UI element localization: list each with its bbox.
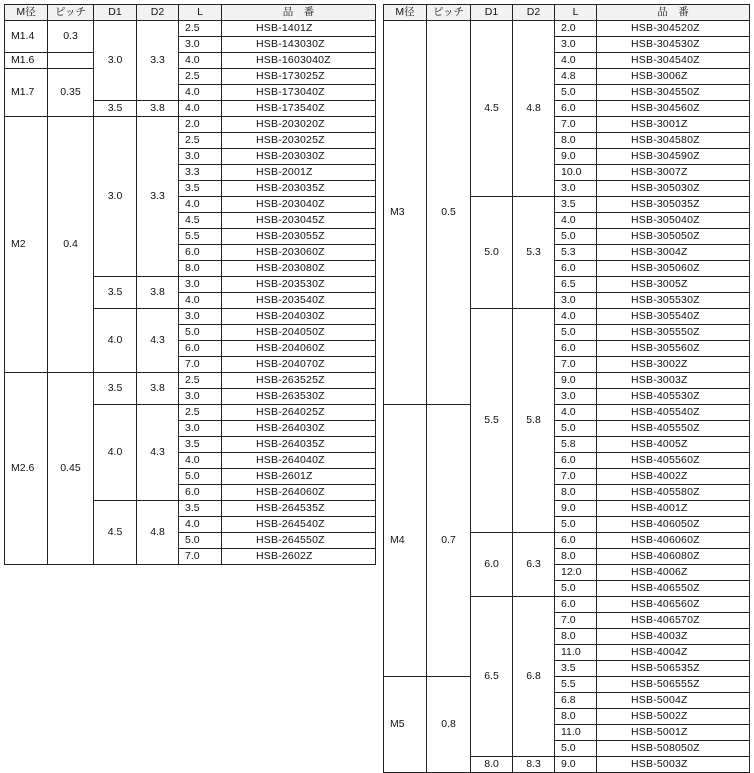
d1-cell: 4.0 (94, 405, 137, 501)
length-cell: 9.0 (555, 149, 597, 165)
length-cell: 9.0 (555, 757, 597, 773)
part-number-cell: HSB-304590Z (597, 149, 750, 165)
part-number-cell: HSB-203030Z (222, 149, 376, 165)
pitch-cell: 0.45 (48, 373, 94, 565)
part-number-cell: HSB-264535Z (222, 501, 376, 517)
length-cell: 3.0 (555, 37, 597, 53)
length-cell: 3.5 (179, 181, 222, 197)
part-number-cell: HSB-143030Z (222, 37, 376, 53)
d1-cell: 6.0 (471, 533, 513, 597)
part-number-cell: HSB-405580Z (597, 485, 750, 501)
length-cell: 4.0 (179, 85, 222, 101)
length-cell: 7.0 (555, 469, 597, 485)
part-number-cell: HSB-5004Z (597, 693, 750, 709)
m-size-cell: M4 (384, 405, 427, 677)
table-row (384, 405, 750, 421)
pitch-cell: 0.4 (48, 117, 94, 373)
header-length: L (555, 5, 597, 21)
length-cell: 3.5 (555, 197, 597, 213)
part-number-cell: HSB-4003Z (597, 629, 750, 645)
part-number-cell: HSB-405540Z (597, 405, 750, 421)
table-row (384, 677, 750, 693)
part-number-cell: HSB-3002Z (597, 357, 750, 373)
length-cell: 4.0 (179, 517, 222, 533)
pitch-cell: 0.35 (48, 69, 94, 117)
part-number-cell: HSB-2001Z (222, 165, 376, 181)
length-cell: 4.8 (555, 69, 597, 85)
length-cell: 5.8 (555, 437, 597, 453)
length-cell: 4.0 (179, 293, 222, 309)
header-pitch: ピッチ (48, 5, 94, 21)
part-number-cell: HSB-406550Z (597, 581, 750, 597)
part-number-cell: HSB-264540Z (222, 517, 376, 533)
part-number-cell: HSB-204030Z (222, 309, 376, 325)
length-cell: 3.0 (179, 277, 222, 293)
part-number-cell: HSB-406570Z (597, 613, 750, 629)
m-size-cell: M1.7 (5, 69, 48, 117)
length-cell: 7.0 (555, 357, 597, 373)
part-number-cell: HSB-203080Z (222, 261, 376, 277)
length-cell: 2.5 (179, 69, 222, 85)
length-cell: 5.0 (555, 581, 597, 597)
part-number-cell: HSB-203020Z (222, 117, 376, 133)
d1-cell: 3.5 (94, 373, 137, 405)
part-number-cell: HSB-304530Z (597, 37, 750, 53)
d2-cell: 3.8 (137, 101, 179, 117)
part-number-cell: HSB-264040Z (222, 453, 376, 469)
part-number-cell: HSB-405560Z (597, 453, 750, 469)
part-number-cell: HSB-1401Z (222, 21, 376, 37)
part-number-cell: HSB-406560Z (597, 597, 750, 613)
part-number-cell: HSB-203055Z (222, 229, 376, 245)
length-cell: 4.0 (555, 53, 597, 69)
part-number-cell: HSB-5003Z (597, 757, 750, 773)
length-cell: 3.5 (179, 501, 222, 517)
part-number-cell: HSB-3003Z (597, 373, 750, 389)
length-cell: 9.0 (555, 373, 597, 389)
part-number-cell: HSB-203035Z (222, 181, 376, 197)
part-number-cell: HSB-406080Z (597, 549, 750, 565)
part-number-cell: HSB-304550Z (597, 85, 750, 101)
part-number-cell: HSB-304520Z (597, 21, 750, 37)
length-cell: 2.5 (179, 405, 222, 421)
length-cell: 3.0 (555, 389, 597, 405)
part-number-cell: HSB-204050Z (222, 325, 376, 341)
right-spec-table (383, 4, 750, 773)
length-cell: 3.5 (179, 437, 222, 453)
length-cell: 3.0 (179, 389, 222, 405)
part-number-cell: HSB-264550Z (222, 533, 376, 549)
length-cell: 12.0 (555, 565, 597, 581)
length-cell: 3.3 (179, 165, 222, 181)
length-cell: 8.0 (555, 485, 597, 501)
d1-cell: 5.0 (471, 197, 513, 309)
d1-cell: 3.0 (94, 117, 137, 277)
length-cell: 5.0 (555, 229, 597, 245)
part-number-cell: HSB-263525Z (222, 373, 376, 389)
m-size-cell: M5 (384, 677, 427, 773)
length-cell: 2.5 (179, 133, 222, 149)
d1-cell: 8.0 (471, 757, 513, 773)
part-number-cell: HSB-204070Z (222, 357, 376, 373)
part-number-cell: HSB-305030Z (597, 181, 750, 197)
length-cell: 4.0 (555, 405, 597, 421)
length-cell: 6.8 (555, 693, 597, 709)
d2-cell: 4.3 (137, 309, 179, 373)
m-size-cell: M3 (384, 21, 427, 405)
length-cell: 11.0 (555, 645, 597, 661)
m-size-cell: M2.6 (5, 373, 48, 565)
length-cell: 10.0 (555, 165, 597, 181)
part-number-cell: HSB-305560Z (597, 341, 750, 357)
length-cell: 3.0 (555, 181, 597, 197)
part-number-cell: HSB-3005Z (597, 277, 750, 293)
left-spec-table (4, 4, 376, 565)
length-cell: 5.0 (555, 421, 597, 437)
part-number-cell: HSB-264060Z (222, 485, 376, 501)
length-cell: 5.3 (555, 245, 597, 261)
d2-cell: 4.8 (137, 501, 179, 565)
pitch-cell: 0.5 (427, 21, 471, 405)
length-cell: 6.0 (179, 245, 222, 261)
length-cell: 5.0 (179, 325, 222, 341)
part-number-cell: HSB-305060Z (597, 261, 750, 277)
length-cell: 6.0 (179, 341, 222, 357)
part-number-cell: HSB-203060Z (222, 245, 376, 261)
header-d1: D1 (471, 5, 513, 21)
part-number-cell: HSB-5002Z (597, 709, 750, 725)
d1-cell: 3.5 (94, 277, 137, 309)
d2-cell: 4.8 (513, 21, 555, 197)
m-size-cell: M2 (5, 117, 48, 373)
length-cell: 4.5 (179, 213, 222, 229)
part-number-cell: HSB-305035Z (597, 197, 750, 213)
part-number-cell: HSB-4005Z (597, 437, 750, 453)
part-number-cell: HSB-304580Z (597, 133, 750, 149)
part-number-cell: HSB-5001Z (597, 725, 750, 741)
length-cell: 3.0 (179, 37, 222, 53)
length-cell: 4.0 (179, 53, 222, 69)
d2-cell: 3.3 (137, 21, 179, 101)
length-cell: 5.0 (555, 325, 597, 341)
length-cell: 8.0 (555, 629, 597, 645)
part-number-cell: HSB-506535Z (597, 661, 750, 677)
length-cell: 7.0 (555, 117, 597, 133)
length-cell: 6.0 (555, 101, 597, 117)
length-cell: 2.5 (179, 21, 222, 37)
d2-cell: 5.3 (513, 197, 555, 309)
length-cell: 5.0 (555, 517, 597, 533)
d1-cell: 6.5 (471, 597, 513, 757)
length-cell: 3.0 (179, 149, 222, 165)
length-cell: 8.0 (555, 133, 597, 149)
length-cell: 3.5 (555, 661, 597, 677)
part-number-cell: HSB-203040Z (222, 197, 376, 213)
part-number-cell: HSB-173025Z (222, 69, 376, 85)
header-part-number: 品 番 (222, 5, 376, 21)
part-number-cell: HSB-203530Z (222, 277, 376, 293)
header-length: L (179, 5, 222, 21)
length-cell: 3.0 (179, 421, 222, 437)
length-cell: 3.0 (555, 293, 597, 309)
part-number-cell: HSB-305540Z (597, 309, 750, 325)
pitch-cell: 0.3 (48, 21, 94, 53)
d2-cell: 3.3 (137, 117, 179, 277)
table-row (384, 21, 750, 37)
part-number-cell: HSB-305550Z (597, 325, 750, 341)
part-number-cell: HSB-2601Z (222, 469, 376, 485)
length-cell: 3.0 (179, 309, 222, 325)
length-cell: 6.0 (555, 533, 597, 549)
length-cell: 2.0 (179, 117, 222, 133)
part-number-cell: HSB-203540Z (222, 293, 376, 309)
table-row (5, 69, 376, 85)
m-size-cell: M1.4 (5, 21, 48, 53)
length-cell: 4.0 (179, 453, 222, 469)
length-cell: 8.0 (555, 549, 597, 565)
length-cell: 6.0 (179, 485, 222, 501)
d2-cell: 6.3 (513, 533, 555, 597)
d1-cell: 3.0 (94, 21, 137, 101)
table-row (5, 373, 376, 389)
part-number-cell: HSB-173540Z (222, 101, 376, 117)
length-cell: 5.5 (179, 229, 222, 245)
part-number-cell: HSB-264025Z (222, 405, 376, 421)
m-size-cell: M1.6 (5, 53, 48, 69)
length-cell: 11.0 (555, 725, 597, 741)
length-cell: 5.5 (555, 677, 597, 693)
length-cell: 7.0 (555, 613, 597, 629)
pitch-cell (48, 53, 94, 69)
length-cell: 9.0 (555, 501, 597, 517)
part-number-cell: HSB-305040Z (597, 213, 750, 229)
part-number-cell: HSB-506555Z (597, 677, 750, 693)
d2-cell: 8.3 (513, 757, 555, 773)
part-number-cell: HSB-304540Z (597, 53, 750, 69)
part-number-cell: HSB-3001Z (597, 117, 750, 133)
part-number-cell: HSB-508050Z (597, 741, 750, 757)
d2-cell: 5.8 (513, 309, 555, 533)
length-cell: 5.0 (555, 85, 597, 101)
d2-cell: 6.8 (513, 597, 555, 757)
d2-cell: 4.3 (137, 405, 179, 501)
d1-cell: 4.0 (94, 309, 137, 373)
part-number-cell: HSB-203045Z (222, 213, 376, 229)
length-cell: 7.0 (179, 549, 222, 565)
header-d1: D1 (94, 5, 137, 21)
d1-cell: 4.5 (471, 21, 513, 197)
length-cell: 8.0 (179, 261, 222, 277)
pitch-cell: 0.8 (427, 677, 471, 773)
pitch-cell: 0.7 (427, 405, 471, 677)
length-cell: 6.0 (555, 597, 597, 613)
d2-cell: 3.8 (137, 277, 179, 309)
part-number-cell: HSB-203025Z (222, 133, 376, 149)
part-number-cell: HSB-2602Z (222, 549, 376, 565)
length-cell: 4.0 (179, 197, 222, 213)
part-number-cell: HSB-204060Z (222, 341, 376, 357)
header-m-size: M径 (5, 5, 48, 21)
part-number-cell: HSB-173040Z (222, 85, 376, 101)
d1-cell: 3.5 (94, 101, 137, 117)
part-number-cell: HSB-406060Z (597, 533, 750, 549)
header-pitch: ピッチ (427, 5, 471, 21)
table-row (5, 117, 376, 133)
part-number-cell: HSB-304560Z (597, 101, 750, 117)
d2-cell: 3.8 (137, 373, 179, 405)
table-row (5, 53, 376, 69)
part-number-cell: HSB-305530Z (597, 293, 750, 309)
header-row (5, 5, 376, 21)
part-number-cell: HSB-264035Z (222, 437, 376, 453)
length-cell: 6.5 (555, 277, 597, 293)
header-row (384, 5, 750, 21)
header-d2: D2 (513, 5, 555, 21)
part-number-cell: HSB-4006Z (597, 565, 750, 581)
part-number-cell: HSB-264030Z (222, 421, 376, 437)
length-cell: 7.0 (179, 357, 222, 373)
part-number-cell: HSB-4001Z (597, 501, 750, 517)
part-number-cell: HSB-305050Z (597, 229, 750, 245)
part-number-cell: HSB-1603040Z (222, 53, 376, 69)
d1-cell: 4.5 (94, 501, 137, 565)
length-cell: 8.0 (555, 709, 597, 725)
part-number-cell: HSB-4002Z (597, 469, 750, 485)
header-d2: D2 (137, 5, 179, 21)
part-number-cell: HSB-4004Z (597, 645, 750, 661)
part-number-cell: HSB-405530Z (597, 389, 750, 405)
table-row (5, 21, 376, 37)
header-part-number: 品 番 (597, 5, 750, 21)
d1-cell: 5.5 (471, 309, 513, 533)
length-cell: 5.0 (179, 533, 222, 549)
part-number-cell: HSB-263530Z (222, 389, 376, 405)
part-number-cell: HSB-3004Z (597, 245, 750, 261)
length-cell: 2.0 (555, 21, 597, 37)
length-cell: 4.0 (555, 213, 597, 229)
part-number-cell: HSB-3006Z (597, 69, 750, 85)
length-cell: 4.0 (555, 309, 597, 325)
length-cell: 5.0 (555, 741, 597, 757)
length-cell: 6.0 (555, 261, 597, 277)
length-cell: 2.5 (179, 373, 222, 389)
part-number-cell: HSB-406050Z (597, 517, 750, 533)
length-cell: 4.0 (179, 101, 222, 117)
length-cell: 5.0 (179, 469, 222, 485)
length-cell: 6.0 (555, 341, 597, 357)
header-m-size: M径 (384, 5, 427, 21)
part-number-cell: HSB-405550Z (597, 421, 750, 437)
length-cell: 6.0 (555, 453, 597, 469)
part-number-cell: HSB-3007Z (597, 165, 750, 181)
